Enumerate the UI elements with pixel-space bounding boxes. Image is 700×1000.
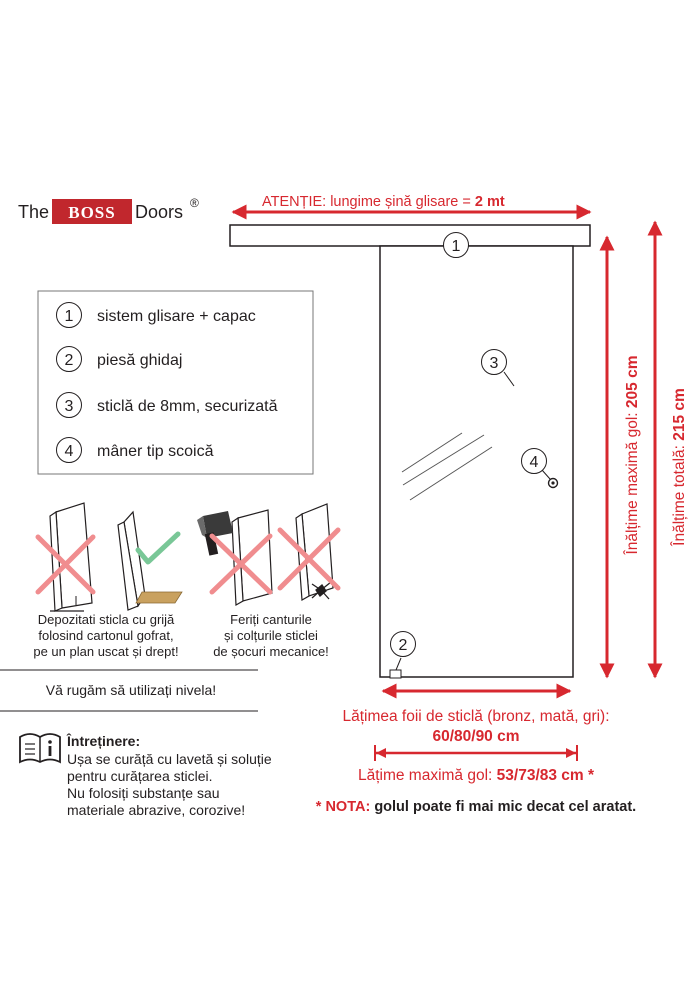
maintenance-text (67, 751, 272, 818)
total-height-value: 215 cm (671, 388, 688, 441)
glass-width-value: 60/80/90 cm (432, 728, 520, 745)
check-icon (138, 534, 178, 562)
level-note: Vă rugăm să utilizați nivela! (45, 682, 217, 698)
brand-registered: ® (190, 196, 199, 210)
gap-width-value: 53/73/83 cm * (496, 767, 595, 784)
guide-piece (390, 670, 401, 678)
svg-text:4: 4 (529, 454, 539, 471)
impact-caption (213, 612, 329, 659)
legend-label: sticlă de 8mm, securizată (97, 398, 278, 415)
storage-caption (33, 612, 178, 659)
maintenance-title: Întreținere: (67, 733, 141, 749)
svg-text:Ușa se curăță cu lavetă și sol: Ușa se curăță cu lavetă și soluție (67, 751, 272, 767)
callout-4 (522, 449, 547, 474)
legend-label: sistem glisare + capac (97, 308, 256, 325)
svg-text:de șocuri mecanice!: de șocuri mecanice! (213, 644, 329, 659)
legend-number: 4 (64, 443, 74, 460)
max-height-label: Înălțime maximă gol: 205 cm (624, 355, 641, 555)
sliding-rail (230, 225, 590, 246)
legend-number: 1 (64, 308, 74, 325)
rail-length-value: 2 mt (474, 194, 505, 210)
book-info-icon (20, 734, 60, 762)
legend-label: piesă ghidaj (97, 352, 183, 369)
rail-length-prefix: ATENȚIE: lungime șină glisare = (262, 194, 475, 210)
glass-width-label: Lățimea foii de sticlă (bronz, mată, gri): (342, 708, 610, 725)
svg-text:1: 1 (451, 238, 461, 255)
svg-text:Feriți canturile: Feriți canturile (230, 612, 312, 627)
svg-text:pe un plan uscat și drept!: pe un plan uscat și drept! (33, 644, 179, 659)
max-height-value: 205 cm (624, 355, 641, 409)
brand-doors: Doors (135, 202, 184, 222)
nota-note (316, 799, 636, 815)
callout-2 (391, 632, 416, 657)
svg-text:folosind cartonul gofrat,: folosind cartonul gofrat, (38, 628, 174, 643)
brand-logo (18, 196, 199, 224)
gap-width-label: Lățime maximă gol: 53/73/83 cm * (357, 767, 595, 784)
nota-text: golul poate fi mai mic decat cel aratat. (374, 799, 637, 815)
svg-text:Nu folosiți substanțe sau: Nu folosiți substanțe sau (67, 785, 220, 801)
callout-3 (482, 350, 507, 375)
svg-text:3: 3 (489, 355, 499, 372)
brand-boss: BOSS (68, 203, 116, 222)
legend-number: 3 (64, 398, 74, 415)
svg-text:materiale abrazive, corozive!: materiale abrazive, corozive! (67, 802, 246, 818)
svg-text:Depozitati sticla cu grijă: Depozitati sticla cu grijă (37, 612, 175, 627)
cardboard-icon (136, 592, 182, 603)
svg-text:2: 2 (398, 637, 408, 654)
brand-the: The (18, 202, 50, 222)
nota-prefix: * NOTA: (315, 799, 375, 815)
svg-text:pentru curățarea sticlei.: pentru curățarea sticlei. (67, 768, 213, 784)
legend-number: 2 (64, 352, 74, 369)
rail-length-note (262, 194, 505, 210)
legend-label: mâner tip scoică (97, 443, 214, 460)
svg-text:și colțurile sticlei: și colțurile sticlei (224, 628, 318, 643)
callout-1 (444, 233, 469, 258)
total-height-label: Înălțime totală: 215 cm (671, 388, 688, 546)
